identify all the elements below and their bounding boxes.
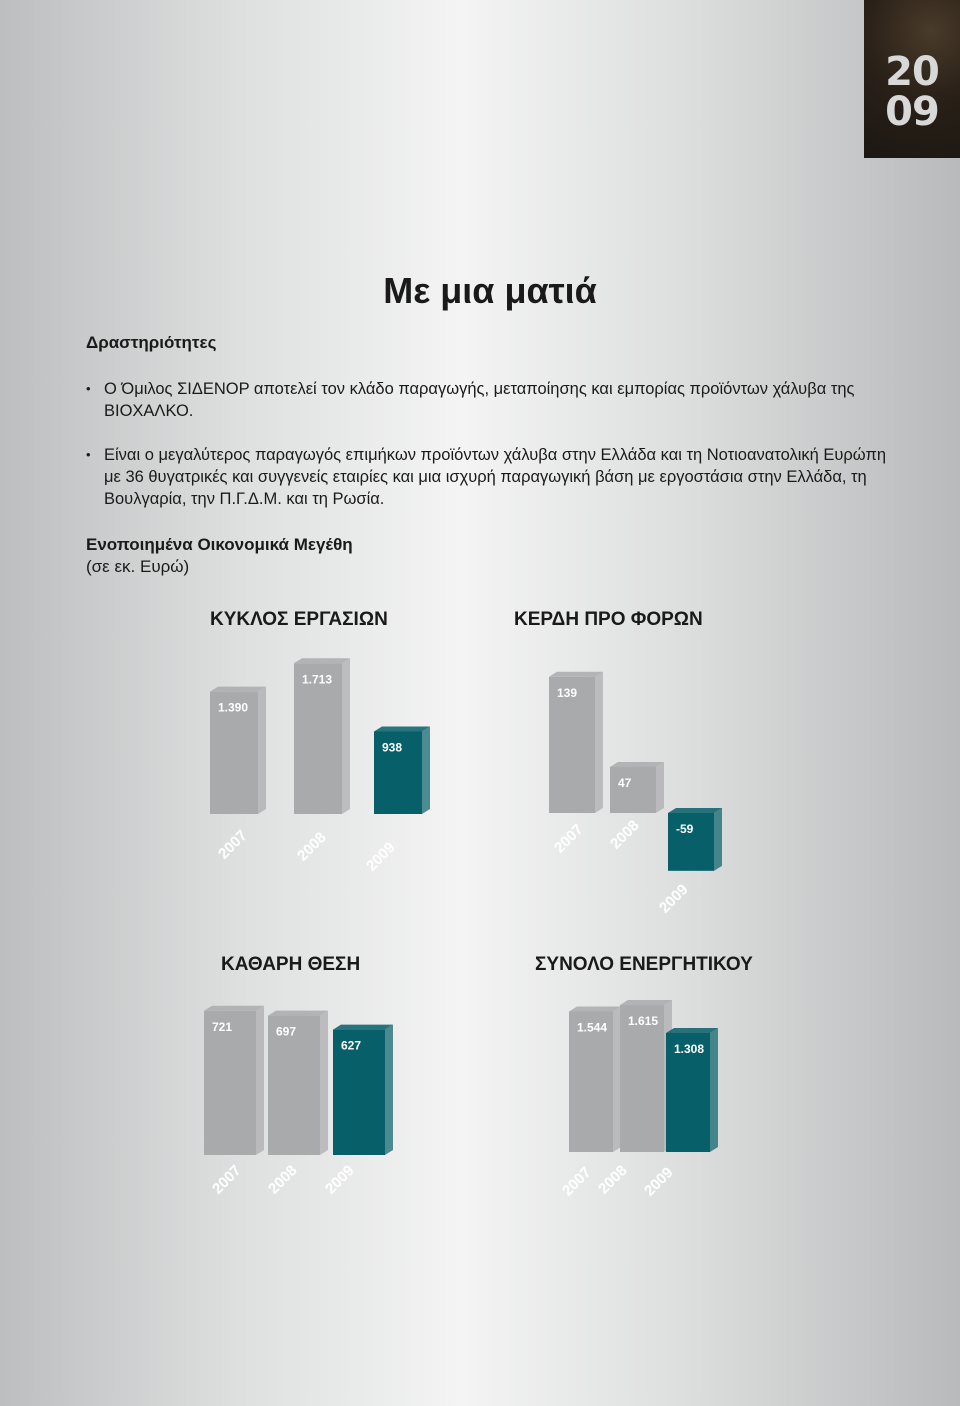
bar-value-label-3-1: 1.615	[628, 1014, 659, 1029]
bar-top-2-1	[268, 1011, 328, 1016]
bar-top-3-1	[620, 1000, 672, 1005]
year-label-3-0: 2007	[559, 1164, 595, 1200]
year-label-1-0: 2007	[551, 821, 587, 857]
bar-top-1-2	[668, 808, 722, 813]
year-label-0-0: 2007	[215, 827, 251, 863]
year-logo-line2: 09	[885, 89, 939, 135]
activities-heading: Δραστηριότητες	[86, 333, 217, 352]
financials-unit: (σε εκ. Ευρώ)	[86, 557, 190, 576]
bar-value-label-2-2: 627	[341, 1038, 362, 1053]
year-label-1-1: 2008	[607, 817, 643, 853]
page-title: Με μια ματιά	[383, 270, 597, 311]
bar-value-label-1-0: 139	[557, 685, 578, 700]
bar-side-2-2	[385, 1025, 393, 1155]
bar-value-label-1-2: -59	[676, 822, 694, 836]
year-logo-line1: 20	[885, 49, 939, 95]
bar-top-2-2	[333, 1025, 393, 1030]
bar-value-label-0-0: 1.390	[218, 700, 249, 715]
bar-top-3-2	[666, 1028, 718, 1033]
year-label-0-2: 2009	[363, 839, 399, 875]
bar-top-0-0	[210, 687, 266, 692]
bar-value-label-1-1: 47	[618, 775, 632, 790]
bar-side-3-0	[613, 1006, 621, 1152]
chart-title-net-equity: ΚΑΘΑΡΗ ΘΕΣΗ	[221, 954, 361, 975]
year-label-2-2: 2009	[322, 1162, 358, 1198]
bar-side-3-2	[710, 1028, 718, 1152]
year-label-3-1: 2008	[595, 1162, 631, 1198]
bar-side-1-0	[595, 672, 603, 813]
activity-bullet: • Ο Όμιλος ΣΙΔΕΝΟΡ αποτελεί τον κλάδο παραγωγής, μεταποίησης και εμπορίας προϊόντων χάλυβα της ΒΙΟΧΑΛΚΟ.	[86, 378, 886, 422]
bar-top-1-0	[549, 672, 603, 677]
bar-side-1-2	[714, 808, 722, 871]
bar-side-2-1	[320, 1011, 328, 1155]
chart-title-turnover: ΚΥΚΛΟΣ ΕΡΓΑΣΙΩΝ	[210, 609, 388, 630]
bar-value-label-0-1: 1.713	[302, 672, 333, 687]
bar-top-0-1	[294, 658, 350, 663]
bar-side-2-0	[256, 1006, 264, 1155]
bar-1-1	[610, 767, 656, 813]
year-label-2-1: 2008	[265, 1162, 301, 1198]
year-label-1-2: 2009	[656, 881, 692, 917]
year-label-3-2: 2009	[641, 1164, 677, 1200]
bar-side-0-2	[422, 726, 430, 814]
bar-side-0-1	[342, 658, 350, 814]
bar-value-label-3-2: 1.308	[674, 1041, 705, 1056]
bar-side-1-1	[656, 762, 664, 813]
bar-value-label-3-0: 1.544	[577, 1020, 608, 1035]
bar-top-3-0	[569, 1006, 621, 1011]
bar-top-2-0	[204, 1006, 264, 1011]
bar-value-label-0-2: 938	[382, 740, 403, 755]
bar-top-0-2	[374, 726, 430, 731]
chart-title-total-assets: ΣΥΝΟΛΟ ΕΝΕΡΓΗΤΙΚΟΥ	[535, 954, 753, 975]
bar-value-label-2-1: 697	[276, 1024, 297, 1039]
bar-value-label-2-0: 721	[212, 1019, 233, 1034]
year-label-2-0: 2007	[209, 1162, 245, 1198]
activity-bullet: • Είναι ο μεγαλύτερος παραγωγός επιμήκων προϊόντων χάλυβα στην Ελλάδα και τη Νοτιοανατολική Ευρώπη με 36 θυγατρικές και συγγενείς εταιρίες και μια ισχυρή παραγωγική βάση με εργοστάσια στην Ελλάδα, τη Βουλγαρία, την Π.Γ.Δ.Μ. και τη Ρωσία.	[86, 444, 886, 510]
year-label-0-1: 2008	[294, 829, 330, 865]
bar-top-1-1	[610, 762, 664, 767]
bar-side-0-0	[258, 687, 266, 814]
financials-heading: Ενοποιημένα Οικονομικά Μεγέθη	[86, 535, 353, 554]
chart-title-pretax-profit: ΚΕΡΔΗ ΠΡΟ ΦΟΡΩΝ	[514, 609, 703, 630]
